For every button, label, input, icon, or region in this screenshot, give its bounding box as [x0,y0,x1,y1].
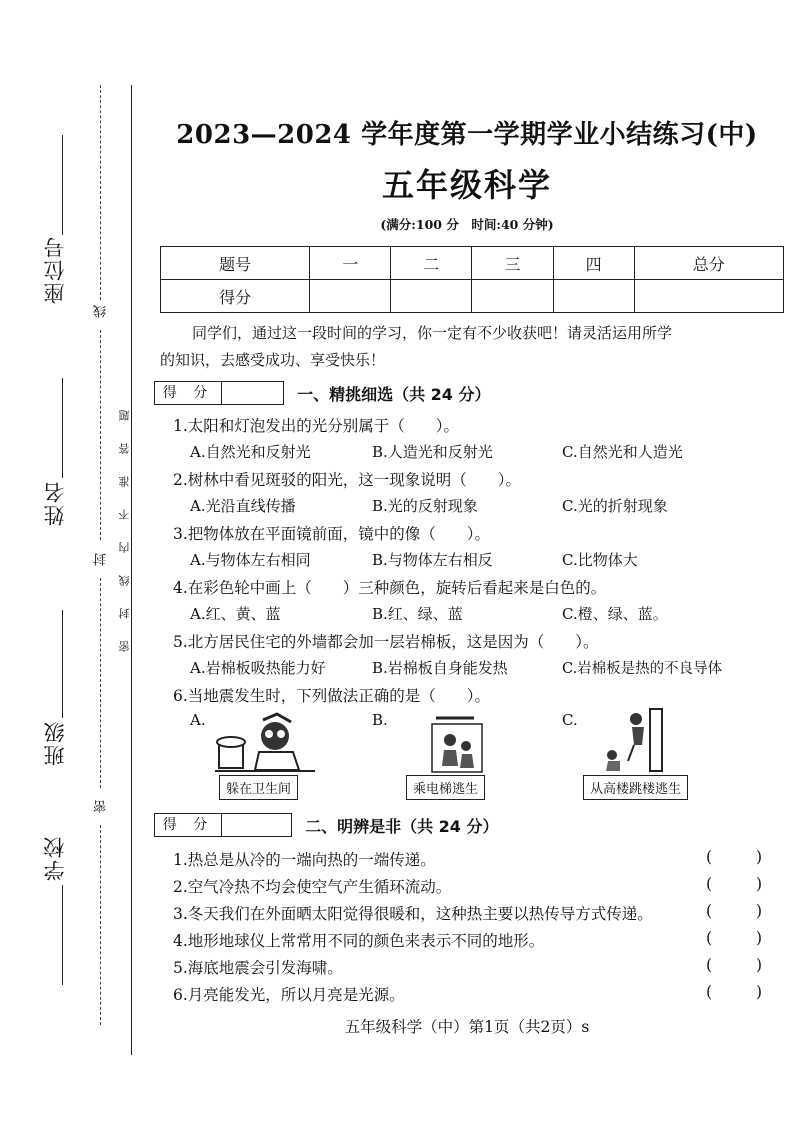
section1-title: 一、精挑细选（共 24 分） [297,384,491,404]
section1-header [154,381,491,407]
seat-label: 座位号 [43,235,67,304]
class-label: 班级 [43,720,67,766]
option-c: C.比物体大 [562,551,638,569]
picture-b-caption: 乘电梯逃生 [406,775,485,800]
seal-dashed-line-top [100,85,101,300]
section2-title: 二、明辨是非（共 24 分） [305,816,499,836]
answer-parentheses[interactable] [706,983,762,1001]
option-c: C.自然光和人造光 [562,443,683,461]
exam-meta: (满分:100 分 时间:40 分钟) [380,217,554,232]
paren-open: ( [706,929,713,947]
seal-mark-mi: 密 [94,800,109,813]
answer-parentheses[interactable] [706,875,762,893]
paren-open: ( [706,983,713,1001]
option-b: B. [372,711,388,729]
section2-score-box[interactable] [154,813,292,837]
score-table-score-row [161,280,784,313]
option-a: A.自然光和反射光 [190,443,311,461]
paren-close: ) [755,902,762,920]
paren-open: ( [706,875,713,893]
seal-dashed-line-bottom [100,825,101,1025]
true-false-item: 4.地形地球仪上常常用不同的颜色来表示不同的地形。 [173,932,545,950]
question-stem: 6.当地震发生时，下列做法正确的是（ ）。 [173,687,491,705]
paren-close: ) [755,956,762,974]
picture-a-illustration [215,712,315,774]
score-input-cell[interactable] [472,280,553,313]
paren-open: ( [706,902,713,920]
paren-close: ) [755,983,762,1001]
score-table [160,246,784,313]
option-b: B.岩棉板自身能发热 [372,659,508,677]
seat-blank-line [62,135,63,235]
school-label: 学校 [43,835,67,881]
option-c: C. [562,711,578,729]
true-false-item: 2.空气冷热不均会使空气产生循环流动。 [173,878,452,896]
true-false-item: 3.冬天我们在外面晒太阳觉得很暖和，这种热主要以热传导方式传递。 [173,905,653,923]
question-stem: 4.在彩色轮中画上（ ）三种颜色，旋转后看起来是白色的。 [173,579,607,597]
seal-dashed-line-mid [100,330,101,540]
option-b: B.光的反射现象 [372,497,478,515]
seal-notice: 密封线内不准答题 [118,388,131,652]
option-a: A.与物体左右相同 [190,551,311,569]
paren-open: ( [706,848,713,866]
score-table-header-row [161,247,784,280]
score-input-cell[interactable] [634,280,783,313]
seal-dashed-line-lower [100,578,101,788]
score-input-cell[interactable] [553,280,634,313]
answer-parentheses[interactable] [706,929,762,947]
true-false-item: 5.海底地震会引发海啸。 [173,959,343,977]
name-blank-line [62,378,63,478]
answer-parentheses[interactable] [706,848,762,866]
option-a: A. [190,711,206,729]
intro-line-1: 同学们，通过这一段时间的学习，你一定有不少收获吧！请灵活运用所学 [192,324,673,342]
score-table-cell: 题号 [161,247,310,280]
picture-a-caption: 躲在卫生间 [219,775,298,800]
question-stem: 5.北方居民住宅的外墙都会加一层岩棉板，这是因为（ ）。 [173,633,599,651]
option-a: A.红、黄、蓝 [190,605,281,623]
score-box-label: 得 分 [155,382,222,404]
answer-parentheses[interactable] [706,956,762,974]
option-a: A.岩棉板吸热能力好 [190,659,326,677]
intro-line-2: 的知识，去感受成功、享受快乐！ [160,351,386,369]
paren-close: ) [755,929,762,947]
answer-parentheses[interactable] [706,902,762,920]
score-input-cell[interactable] [310,280,391,313]
name-label: 姓名 [43,480,67,526]
score-box-label: 得 分 [155,814,222,836]
question-stem: 1.太阳和灯泡发出的光分别属于（ ）。 [173,417,460,435]
true-false-item: 1.热总是从冷的一端向热的一端传递。 [173,851,436,869]
option-a: A.光沿直线传播 [190,497,296,515]
paren-close: ) [755,875,762,893]
picture-c-caption: 从高楼跳楼逃生 [583,775,688,800]
true-false-item: 6.月亮能发光，所以月亮是光源。 [173,986,405,1004]
option-c: C.光的折射现象 [562,497,668,515]
section2-header [154,813,499,839]
picture-b-illustration [422,712,492,774]
option-c: C.岩棉板是热的不良导体 [562,661,723,677]
option-b: B.红、绿、蓝 [372,605,463,623]
section1-score-box[interactable] [154,381,284,405]
seal-mark-xian: 线 [94,305,109,318]
page-footer: 五年级科学（中）第1页（共2页）s [344,1018,590,1036]
option-c: C.橙、绿、蓝。 [562,605,668,623]
seal-mark-feng: 封 [94,553,109,566]
score-table-cell: 四 [553,247,634,280]
paren-open: ( [706,956,713,974]
option-b: B.与物体左右相反 [372,551,493,569]
exam-title: 2023—2024 学年度第一学期学业小结练习(中) [176,120,758,150]
question-stem: 2.树林中看见斑驳的阳光，这一现象说明（ ）。 [173,471,522,489]
score-table-cell: 得分 [161,280,310,313]
subject-title: 五年级科学 [381,166,552,204]
option-b: B.人造光和反射光 [372,443,493,461]
picture-c-illustration [598,705,668,775]
school-blank-line [62,885,63,985]
paren-close: ) [755,848,762,866]
class-blank-line [62,610,63,718]
question-stem: 3.把物体放在平面镜前面，镜中的像（ ）。 [173,525,491,543]
score-table-cell: 总分 [634,247,783,280]
score-table-cell: 三 [472,247,553,280]
score-table-cell: 一 [310,247,391,280]
score-input-cell[interactable] [391,280,472,313]
score-table-cell: 二 [391,247,472,280]
margin-rule [131,85,132,1055]
